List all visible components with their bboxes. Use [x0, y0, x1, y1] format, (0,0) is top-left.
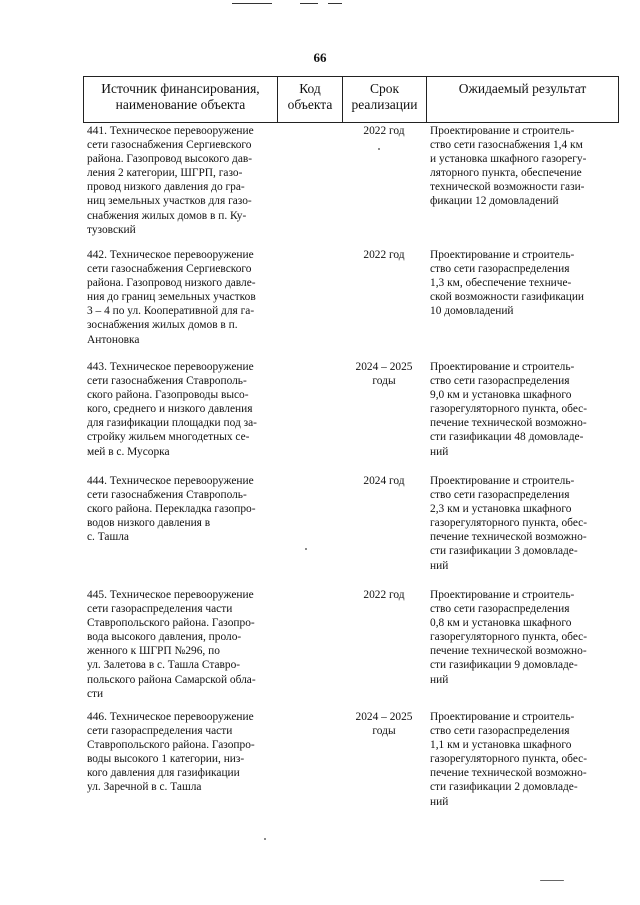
result-line: сти газификации 9 домовладе- [430, 659, 578, 672]
result-line: газорегуляторного пункта, обес- [430, 753, 588, 766]
source-cell [87, 588, 274, 701]
result-line: 0,8 км и установка шкафного [430, 617, 572, 630]
term-line: годы [372, 725, 396, 738]
source-line: сети газораспределения части [87, 603, 233, 616]
source-line: вода высокого давления, проло- [87, 631, 242, 644]
result-line: ний [430, 795, 449, 808]
source-cell [87, 710, 274, 795]
scan-speck [378, 148, 380, 150]
result-line: 1,3 км, обеспечение техниче- [430, 277, 572, 290]
source-line: 443. Техническое перевооружение [87, 361, 254, 373]
term-line: 2022 год [363, 589, 405, 601]
source-line: района. Газопровод низкого давле- [87, 277, 256, 290]
source-line: сети газоснабжения Сергиевского [87, 139, 252, 152]
result-line: ство сети газораспределения [430, 603, 570, 616]
source-line: ления 2 категории, ШГРП, газо- [87, 167, 243, 180]
result-line: 10 домовладений [430, 305, 514, 318]
source-cell [87, 474, 274, 544]
result-line: ний [430, 445, 449, 458]
source-line: воды высокого 1 категории, низ- [87, 753, 245, 766]
header-result: Ожидаемый результат [458, 81, 587, 96]
result-line: фикации 12 домовладений [430, 195, 559, 208]
result-line: газорегуляторного пункта, обес- [430, 403, 588, 416]
result-line: ство сети газораспределения [430, 263, 570, 276]
result-line: Проектирование и строитель- [430, 361, 575, 373]
source-line: сети газоснабжения Сергиевского [87, 263, 252, 276]
source-line: сти [87, 687, 104, 700]
page-number: 66 [313, 50, 327, 65]
source-line: провод низкого давления до гра- [87, 181, 245, 194]
source-line: женного к ШГРП №296, по [87, 645, 220, 658]
source-line: кого давления для газификации [87, 767, 240, 780]
result-line: Проектирование и строитель- [430, 249, 575, 261]
source-line: ского района. Газопроводы высо- [87, 389, 249, 402]
result-line: печение технической возможно- [430, 767, 587, 780]
source-line: сети газоснабжения Ставрополь- [87, 375, 247, 388]
result-line: ство сети газораспределения [430, 375, 570, 388]
result-line: 9,0 км и установка шкафного [430, 389, 572, 402]
result-line: ство сети газораспределения [430, 725, 570, 738]
result-line: Проектирование и строитель- [430, 475, 575, 487]
header-source: Источник финансирования, наименование объекта [84, 77, 278, 122]
term-line: 2024 год [363, 475, 405, 487]
result-cell [430, 124, 617, 209]
source-line: 444. Техническое перевооружение [87, 475, 254, 487]
source-line: Антоновка [87, 333, 140, 346]
term-line: 2022 год [363, 125, 405, 137]
term-line: годы [372, 375, 396, 388]
result-line: ний [430, 559, 449, 572]
source-line: ниц земельных участков для газо- [87, 195, 252, 208]
source-line: 442. Техническое перевооружение [87, 249, 254, 261]
result-line: газорегуляторного пункта, обес- [430, 517, 588, 530]
result-line: технической возможности гази- [430, 181, 585, 194]
result-line: ской возможности газификации [430, 291, 585, 304]
result-line: Проектирование и строитель- [430, 125, 575, 137]
result-line: печение технической возможно- [430, 417, 587, 430]
source-cell [87, 124, 274, 237]
source-line: снабжения жилых домов в п. Ку- [87, 209, 247, 222]
source-line: польского района Самарской обла- [87, 673, 256, 686]
result-line: ство сети газораспределения [430, 489, 570, 502]
result-line: 2,3 км и установка шкафного [430, 503, 572, 516]
source-line: сети газораспределения части [87, 725, 233, 738]
result-cell [430, 710, 617, 809]
result-line: ляторного пункта, обеспечение [430, 167, 582, 180]
source-line: 441. Техническое перевооружение [87, 125, 254, 137]
source-line: Ставропольского района. Газопро- [87, 617, 255, 630]
term-cell [342, 474, 426, 488]
term-cell [342, 360, 426, 388]
result-line: Проектирование и строитель- [430, 711, 575, 723]
source-line: ского района. Перекладка газопро- [87, 503, 256, 516]
term-line: 2024 – 2025 [355, 711, 413, 723]
source-line: водов низкого давления в [87, 517, 211, 530]
source-cell [87, 248, 274, 347]
term-cell [342, 124, 426, 138]
scan-speck [305, 548, 307, 550]
scan-speck [264, 838, 266, 840]
source-line: с. Ташла [87, 531, 129, 544]
source-line: мей в с. Мусорка [87, 445, 170, 458]
source-line: 3 – 4 по ул. Кооперативной для га- [87, 305, 255, 318]
source-line: 446. Техническое перевооружение [87, 711, 254, 723]
result-line: ний [430, 673, 449, 686]
source-line: сети газоснабжения Ставрополь- [87, 489, 247, 502]
term-cell [342, 710, 426, 738]
result-line: и установка шкафного газорегу- [430, 153, 587, 166]
term-line: 2022 год [363, 249, 405, 261]
source-line: для газификации площадки под за- [87, 417, 257, 430]
result-line: 1,1 км и установка шкафного [430, 739, 572, 752]
result-line: газорегуляторного пункта, обес- [430, 631, 588, 644]
source-line: ул. Заречной в с. Ташла [87, 781, 202, 794]
term-cell [342, 588, 426, 602]
source-line: 445. Техническое перевооружение [87, 589, 254, 601]
header-term: Срок реализации [343, 77, 427, 122]
result-line: Проектирование и строитель- [430, 589, 575, 601]
result-line: сти газификации 3 домовладе- [430, 545, 578, 558]
source-cell [87, 360, 274, 459]
result-cell [430, 588, 617, 687]
source-line: ул. Залетова в с. Ташла Ставро- [87, 659, 241, 672]
term-cell [342, 248, 426, 262]
source-line: кого, среднего и низкого давления [87, 403, 253, 416]
result-cell [430, 474, 617, 573]
source-line: ния до границ земельных участков [87, 291, 256, 304]
source-line: тузовский [87, 223, 136, 236]
source-line: Ставропольского района. Газопро- [87, 739, 255, 752]
header-code: Код объекта [278, 77, 343, 122]
scan-speck [540, 880, 564, 881]
result-cell [430, 360, 617, 459]
result-line: печение технической возможно- [430, 645, 587, 658]
result-line: сти газификации 48 домовладе- [430, 431, 584, 444]
source-line: района. Газопровод высокого дав- [87, 153, 253, 166]
result-line: сти газификации 2 домовладе- [430, 781, 578, 794]
source-line: стройку жильем многодетных се- [87, 431, 250, 444]
source-line: зоснабжения жилых домов в п. [87, 319, 238, 332]
result-cell [430, 248, 617, 318]
term-line: 2024 – 2025 [355, 361, 413, 373]
table-header [83, 76, 619, 123]
result-line: печение технической возможно- [430, 531, 587, 544]
result-line: ство сети газоснабжения 1,4 км [430, 139, 583, 152]
scan-edge-marks [0, 0, 640, 8]
